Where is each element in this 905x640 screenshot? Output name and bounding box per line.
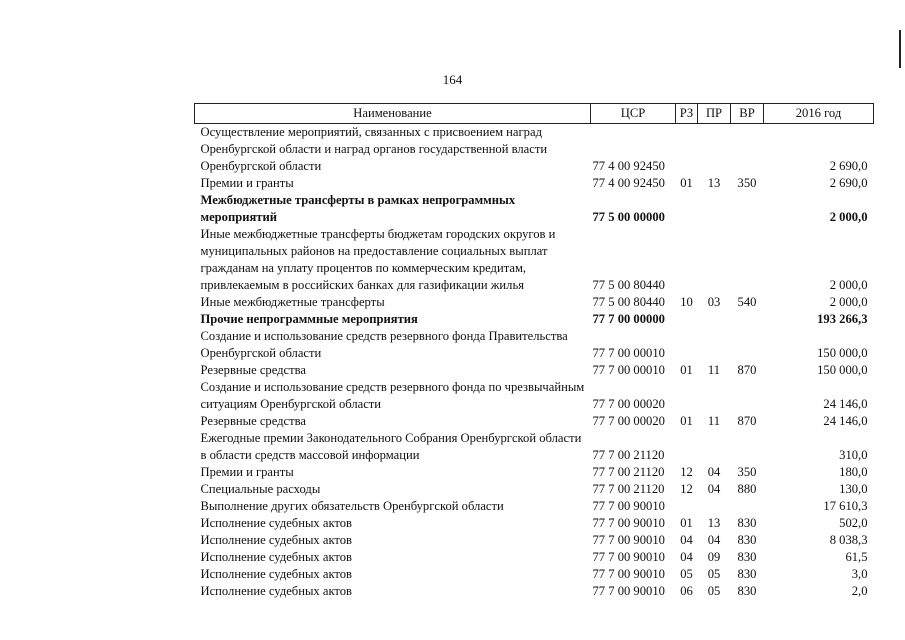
row-csr: 77 5 00 80440 <box>592 295 665 309</box>
row-amount: 502,0 <box>839 516 868 530</box>
row-name: Выполнение других обязательств Оренбургской области <box>200 499 504 513</box>
row-pr: 09 <box>707 550 721 564</box>
row-name: Иные межбюджетные трансферты бюджетам городских округов и муниципальных районов на предоставление социальных выплат гражданам на уплату процентов по коммерческим кредитам, привлекаемым в российских банках для газификации жилья <box>200 227 556 292</box>
table-row <box>195 294 874 311</box>
row-amount: 193 266,3 <box>817 312 868 326</box>
row-rz: 12 <box>680 482 693 496</box>
row-pr <box>698 311 731 328</box>
row-name: Исполнение судебных актов <box>200 567 352 581</box>
row-rz <box>676 124 698 176</box>
row-name: Исполнение судебных актов <box>200 533 352 547</box>
row-amount: 2 000,0 <box>829 210 868 224</box>
row-csr: 77 7 00 00020 <box>592 414 665 428</box>
row-name: Премии и гранты <box>200 465 294 479</box>
header-year: 2016 год <box>764 104 874 124</box>
row-pr <box>698 498 731 515</box>
header-vr: ВР <box>731 104 764 124</box>
row-amount: 61,5 <box>845 550 868 564</box>
table-row <box>195 413 874 430</box>
row-vr: 870 <box>737 363 757 377</box>
row-name: Иные межбюджетные трансферты <box>200 295 385 309</box>
row-pr <box>698 192 731 226</box>
row-amount: 8 038,3 <box>829 533 868 547</box>
row-csr: 77 7 00 00010 <box>592 346 665 360</box>
row-pr: 13 <box>707 176 721 190</box>
row-pr <box>698 379 731 413</box>
row-csr: 77 7 00 21120 <box>592 448 665 462</box>
row-name: Исполнение судебных актов <box>200 516 352 530</box>
table-row <box>195 379 874 413</box>
row-csr: 77 7 00 21120 <box>592 465 665 479</box>
header-row <box>195 104 874 124</box>
row-rz: 01 <box>680 363 693 377</box>
row-name: Межбюджетные трансферты в рамках непрограммных мероприятий <box>200 193 516 224</box>
row-csr: 77 7 00 90010 <box>592 550 665 564</box>
table-row <box>195 430 874 464</box>
row-pr: 04 <box>707 533 721 547</box>
row-vr: 830 <box>737 584 757 598</box>
table-row <box>195 515 874 532</box>
row-pr <box>698 124 731 176</box>
header-csr: ЦСР <box>591 104 676 124</box>
row-vr: 830 <box>737 567 757 581</box>
row-rz <box>676 192 698 226</box>
row-csr: 77 4 00 92450 <box>592 159 665 173</box>
row-vr: 830 <box>737 550 757 564</box>
row-amount: 24 146,0 <box>823 414 868 428</box>
row-vr: 350 <box>737 465 757 479</box>
table-row-section <box>195 192 874 226</box>
row-pr: 11 <box>707 363 721 377</box>
row-csr: 77 5 00 80440 <box>592 278 665 292</box>
row-csr: 77 4 00 92450 <box>592 176 665 190</box>
table-row <box>195 124 874 176</box>
row-csr: 77 7 00 00010 <box>592 363 665 377</box>
row-csr: 77 7 00 90010 <box>592 499 665 513</box>
row-csr: 77 7 00 90010 <box>592 567 665 581</box>
row-name: Прочие непрограммные мероприятия <box>200 312 418 326</box>
row-amount: 130,0 <box>839 482 868 496</box>
row-pr: 05 <box>707 584 721 598</box>
table-row <box>195 481 874 498</box>
page-number: 164 <box>442 72 463 87</box>
row-pr: 05 <box>707 567 721 581</box>
table-row <box>195 498 874 515</box>
row-pr: 11 <box>707 414 721 428</box>
scan-edge-mark <box>899 30 901 68</box>
row-vr <box>731 226 764 294</box>
row-amount: 2 690,0 <box>829 159 868 173</box>
row-pr <box>698 328 731 362</box>
row-rz: 01 <box>680 176 693 190</box>
table-row <box>195 226 874 294</box>
table-row <box>195 532 874 549</box>
row-pr: 03 <box>707 295 721 309</box>
row-amount: 180,0 <box>839 465 868 479</box>
table-row <box>195 566 874 583</box>
row-rz: 01 <box>680 414 693 428</box>
table-row <box>195 549 874 566</box>
row-csr: 77 7 00 90010 <box>592 533 665 547</box>
table-row <box>195 583 874 600</box>
row-csr: 77 7 00 90010 <box>592 584 665 598</box>
row-amount: 150 000,0 <box>817 346 868 360</box>
row-pr <box>698 226 731 294</box>
row-vr: 830 <box>737 516 757 530</box>
row-rz <box>676 430 698 464</box>
row-amount: 310,0 <box>839 448 868 462</box>
row-rz: 05 <box>680 567 693 581</box>
row-amount: 2 690,0 <box>829 176 868 190</box>
row-vr: 880 <box>737 482 757 496</box>
row-csr: 77 7 00 00000 <box>592 312 665 326</box>
row-amount: 17 610,3 <box>823 499 868 513</box>
row-name: Премии и гранты <box>200 176 294 190</box>
row-vr <box>731 379 764 413</box>
row-rz: 10 <box>680 295 693 309</box>
row-amount: 24 146,0 <box>823 397 868 411</box>
row-pr: 04 <box>707 482 721 496</box>
row-vr <box>731 124 764 176</box>
table-body <box>195 124 874 601</box>
row-csr: 77 7 00 00020 <box>592 397 665 411</box>
row-rz <box>676 328 698 362</box>
row-rz <box>676 498 698 515</box>
row-vr <box>731 192 764 226</box>
row-rz: 01 <box>680 516 693 530</box>
row-rz <box>676 226 698 294</box>
row-name: Резервные средства <box>200 363 307 377</box>
header-pr: ПР <box>698 104 731 124</box>
row-csr: 77 7 00 90010 <box>592 516 665 530</box>
row-vr: 870 <box>737 414 757 428</box>
row-pr: 04 <box>707 465 721 479</box>
row-rz: 04 <box>680 533 693 547</box>
row-amount: 3,0 <box>851 567 868 581</box>
table-row <box>195 464 874 481</box>
row-rz: 06 <box>680 584 693 598</box>
row-rz <box>676 379 698 413</box>
budget-table <box>194 103 874 600</box>
row-vr: 350 <box>737 176 757 190</box>
table-row <box>195 362 874 379</box>
table-row <box>195 328 874 362</box>
row-rz: 12 <box>680 465 693 479</box>
row-vr <box>731 498 764 515</box>
row-csr: 77 5 00 00000 <box>592 210 665 224</box>
row-name: Резервные средства <box>200 414 307 428</box>
row-amount: 2 000,0 <box>829 295 868 309</box>
row-amount: 2 000,0 <box>829 278 868 292</box>
row-vr <box>731 328 764 362</box>
row-amount: 150 000,0 <box>817 363 868 377</box>
row-name: Осуществление мероприятий, связанных с присвоением наград Оренбургской области и наград органов государственной власти Оренбургской области <box>200 125 548 173</box>
row-rz <box>676 311 698 328</box>
row-amount: 2,0 <box>851 584 868 598</box>
row-csr: 77 7 00 21120 <box>592 482 665 496</box>
row-vr: 830 <box>737 533 757 547</box>
row-name: Исполнение судебных актов <box>200 550 352 564</box>
row-name: Создание и использование средств резервного фонда по чрезвычайным ситуациям Оренбургской области <box>200 380 585 411</box>
row-name: Специальные расходы <box>200 482 321 496</box>
row-name: Исполнение судебных актов <box>200 584 352 598</box>
table-header <box>195 104 874 124</box>
header-rz: РЗ <box>676 104 698 124</box>
table-row <box>195 175 874 192</box>
row-vr: 540 <box>737 295 757 309</box>
row-vr <box>731 430 764 464</box>
row-pr: 13 <box>707 516 721 530</box>
row-pr <box>698 430 731 464</box>
row-name: Ежегодные премии Законодательного Собрания Оренбургской области в области средств массовой информации <box>200 431 582 462</box>
table-row-section <box>195 311 874 328</box>
header-name: Наименование <box>195 104 591 124</box>
row-name: Создание и использование средств резервного фонда Правительства Оренбургской области <box>200 329 568 360</box>
row-vr <box>731 311 764 328</box>
row-rz: 04 <box>680 550 693 564</box>
